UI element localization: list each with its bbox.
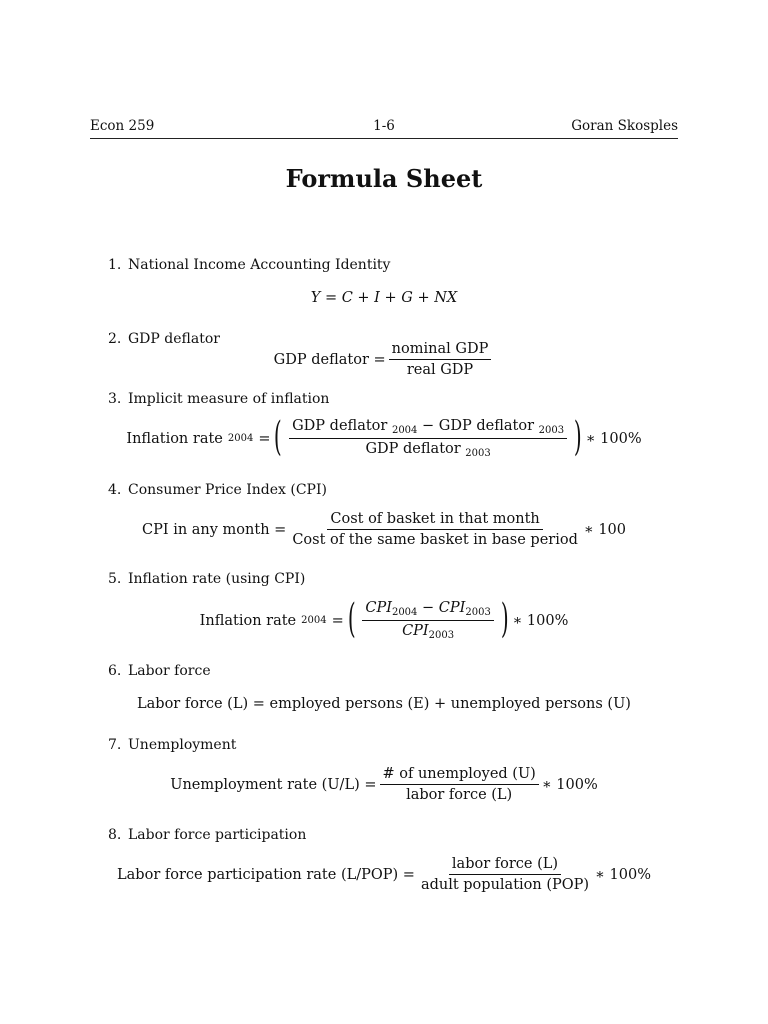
- formula-participation: Labor force participation rate (L/POP) = $\frac{\text{labor force (L)}}{\text{adult population (POP)}}$ ∗ 100%: [117, 856, 651, 893]
- page-number: 1-6: [373, 118, 395, 134]
- item-6-label: 6. Labor force: [108, 663, 211, 679]
- item-1-label: 1. National Income Accounting Identity: [108, 257, 391, 273]
- item-5-label: 5. Inflation rate (using CPI): [108, 571, 306, 587]
- document-title: Formula Sheet: [285, 164, 483, 193]
- author-name: Goran Skosples: [571, 118, 678, 134]
- fraction: $\frac{\text{\# of unemployed (U)}}{\text{labor force (L)}}$: [380, 766, 539, 803]
- item-4-label: 4. Consumer Price Index (CPI): [108, 482, 327, 498]
- page-header: [90, 118, 678, 139]
- item-3-label: 3. Implicit measure of inflation: [108, 391, 330, 407]
- formula-implicit-inflation: Inflation rate 2004 = ( $\frac{GDP deflator _{2004} - GDP deflator _{2003}}{GDP deflator _{2003}}$ ) ∗ 100%: [126, 413, 642, 460]
- fraction: $\frac{\text{Cost of basket in that month}}{\text{Cost of the same basket in base period}}$: [292, 511, 578, 548]
- course-label: Econ 259: [90, 118, 155, 134]
- formula-labor-force: Labor force (L) = employed persons (E) + unemployed persons (U): [137, 696, 631, 712]
- item-7-label: 7. Unemployment: [108, 737, 237, 753]
- item-2-label: 2. GDP deflator: [108, 331, 220, 347]
- fraction: $\frac{CPI_{2004} - CPI_{2003}}{CPI_{2003}}$: [362, 600, 493, 641]
- fraction: $\frac{GDP deflator _{2004} - GDP deflator _{2003}}{GDP deflator _{2003}}$: [289, 418, 567, 459]
- formula-inflation-cpi: Inflation rate 2004 = ( $\frac{CPI_{2004} - CPI_{2003}}{CPI_{2003}}$ ) ∗ 100%: [199, 595, 569, 642]
- formula-gdp-deflator: GDP deflator = $\frac{\text{nominal GDP}}{\text{real GDP}}$: [0, 341, 768, 378]
- item-8-label: 8. Labor force participation: [108, 827, 307, 843]
- fraction: $\frac{\text{nominal GDP}}{\text{real GDP}}$: [389, 341, 492, 378]
- formula-national-income: Y = C + I + G + NX: [310, 290, 458, 306]
- formula-unemployment: Unemployment rate (U/L) = $\frac{\text{\# of unemployed (U)}}{\text{labor force (L)}}$ ∗ 100%: [170, 766, 598, 803]
- formula-cpi: CPI in any month = $\frac{\text{Cost of basket in that month}}{\text{Cost of the same basket in base period}}$ ∗ 100: [142, 511, 626, 548]
- fraction: $\frac{\text{labor force (L)}}{\text{adult population (POP)}}$: [420, 856, 590, 893]
